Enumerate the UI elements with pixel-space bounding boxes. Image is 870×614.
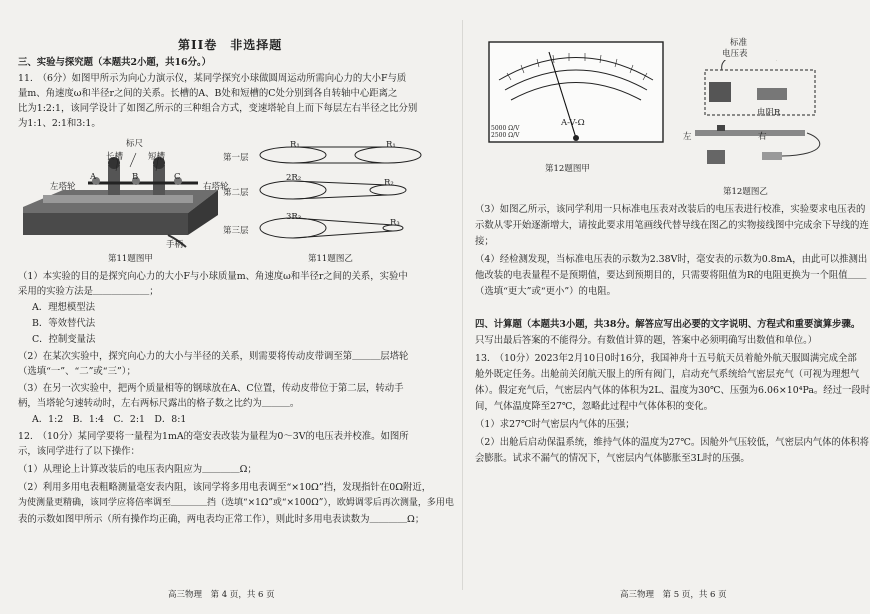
radius-label-4: R₂ — [384, 178, 394, 188]
radius-label-1: R₁ — [290, 140, 300, 150]
figure-11-a — [18, 135, 233, 250]
q11-part2-line2: （选填“一”、“二”或“三”）； — [18, 366, 136, 377]
meter-scale-label: A-V-Ω — [561, 118, 585, 128]
q11-part1-line1: （1）本实验的目的是探究向心力的大小F与小球质量m、角速度ω和半径r之间的关系，实验中 — [18, 271, 408, 282]
label-standard: 标准 — [730, 38, 748, 48]
section-4-note: 只写出最后答案的不能得分。有数值计算的题，答案中必须明确写出数值和单位。） — [475, 335, 818, 346]
q12-part2-line2: 为使测量更精确，该同学应将倍率调至＿＿＿＿挡（选填“×1Ω”或“×100Ω”），欧姆调零后再次测量，多用电 — [18, 498, 454, 508]
section-3-heading: 三、实验与探究题（本题共2小题，共16分。） — [18, 57, 212, 68]
label-point-c: C — [174, 172, 181, 182]
q12-part4-line1: （4）经检测发现，当标准电压表的示数为2.38V时，毫安表的示数为0.8mA，由此可以推测出 — [475, 254, 868, 265]
radius-label-6: R₃ — [390, 218, 400, 228]
meter-note-1: 5000 Ω/V — [491, 125, 520, 132]
option-c: C．控制变量法 — [32, 334, 96, 345]
q11-text-3: 比为1:2:1，该同学设计了如图乙所示的三种组合方式，变速塔轮自上而下每层左右半径之比分别 — [18, 103, 418, 114]
q13-text-3: 体）。假定充气后，气密层内气体的体积为2L、温度为30℃、压强为6.06×10⁴Pa。经过一段时 — [475, 385, 870, 396]
label-right-tower: 右塔轮 — [203, 182, 229, 192]
column-divider — [462, 20, 463, 590]
figure-11-b-caption: 第11题图乙 — [308, 254, 353, 264]
figure-12-b-caption: 第12题图乙 — [723, 187, 768, 197]
meter-note-2: 2500 Ω/V — [491, 132, 520, 139]
q11-text-2: 量m、角速度ω和半径r之间的关系。长槽的A、B处和短槽的C处分别到各自转轴中心距离之 — [18, 88, 398, 99]
q13-part2-line1: （2）出舱后启动保温系统，维持气体的温度为27℃。因舱外气压较低，气密层内气体的体积将 — [475, 437, 870, 448]
label-ruler: 标尺 — [126, 139, 144, 149]
label-long-groove: 长槽 — [106, 152, 124, 162]
page-title: 第II卷 非选择题 — [178, 38, 283, 52]
q12-part3-line1: （3）如图乙所示，该同学利用一只标准电压表对改装后的电压表进行校准，实验要求电压表的 — [475, 204, 866, 215]
q11-part3-options: A．1:2 B．1:4 C．2:1 D．8:1 — [32, 414, 187, 425]
q12-part3-line2: 示数从零开始逐渐增大，请按此要求用笔画线代替导线在图乙的实物接线图中完成余下导线的连 — [475, 220, 869, 231]
layer-1-label: 第一层 — [223, 153, 249, 163]
left-column — [18, 0, 454, 614]
q11-part1-line2: 采用的实验方法是＿＿＿＿＿＿； — [18, 286, 159, 297]
label-point-a: A — [90, 172, 97, 182]
q13-part2-line2: 会膨胀。试求不漏气的情况下，气密层内气体膨胀至3L时的压强。 — [475, 453, 750, 464]
figure-11-b — [258, 140, 428, 245]
q12-part2-line3: 表的示数如图甲所示（所有操作均正确，两电表均正常工作），则此时多用电表读数为＿＿＿＿Ω； — [18, 514, 425, 525]
q12-part3-line3: 接； — [475, 236, 494, 247]
section-4-heading: 四、计算题（本题共3小题，共38分。解答应写出必要的文字说明、方程式和重要演算步骤。 — [475, 319, 861, 330]
label-voltmeter: 电压表 — [722, 49, 748, 59]
label-short-groove: 短槽 — [148, 152, 166, 162]
q11-part2-line1: （2）在某次实验中，探究向心力的大小与半径的关系，则需要将传动皮带调至第＿＿＿层塔轮 — [18, 351, 409, 362]
q12-text-2: 示，该同学进行了以下操作： — [18, 446, 140, 457]
figure-11-a-caption: 第11题图甲 — [108, 254, 153, 264]
layer-2-label: 第二层 — [223, 188, 249, 198]
q13-part1: （1）求27℃时气密层内气体的压强； — [475, 419, 635, 430]
label-left-tower: 左塔轮 — [50, 182, 76, 192]
q13-text-4: 间，气体温度降至27℃，忽略此过程中气体体积的变化。 — [475, 401, 714, 412]
q13-text-1: 13. （10分）2023年2月10日0时16分，我国神舟十五号航天员着舱外航天服圆满完成全部 — [475, 353, 857, 364]
q11-part3-line1: （3）在另一次实验中，把两个质量相等的钢球放在A、C位置，传动皮带位于第二层，转动手 — [18, 383, 404, 394]
q12-part4-line3: （选填“更大”或“更小”）的电阻。 — [475, 286, 617, 297]
option-a: A．理想模型法 — [32, 302, 96, 313]
label-point-b: B — [132, 172, 139, 182]
q12-part4-line2: 他改装的电表量程不是预期值，要达到预期目的，只需要将阻值为R的电阻更换为一个阻值＿＿ — [475, 270, 867, 281]
q13-text-2: 舱外既定任务。出舱前关闭航天服上的所有阀门，启动充气系统给气密层充气（可视为理想气 — [475, 369, 860, 380]
radius-label-3: 2R₂ — [286, 173, 302, 183]
label-right: 右 — [758, 132, 767, 142]
figure-12-b-circuit — [687, 60, 837, 180]
q11-text-1: 11. （6分）如图甲所示为向心力演示仪，某同学探究小球做圆周运动所需向心力的大小F与质 — [18, 73, 407, 84]
right-column — [475, 0, 870, 614]
q12-part1: （1）从理论上计算改装后的电压表内阻应为＿＿＿＿Ω； — [18, 464, 257, 475]
radius-label-2: R₁ — [386, 140, 396, 150]
q11-text-4: 为1:1、2:1和3:1。 — [18, 118, 101, 129]
q12-part2-line1: （2）利用多用电表粗略测量毫安表内阻，该同学将多用电表调至“×10Ω”挡，发现指针在0Ω附近， — [18, 482, 432, 493]
q12-text-1: 12. （10分）某同学要将一量程为1mA的毫安表改装为量程为0～3V的电压表并校准。如图所 — [18, 431, 409, 442]
footer-page-4: 高三物理 第 4 页，共 6 页 — [168, 590, 275, 600]
footer-page-5: 高三物理 第 5 页，共 6 页 — [620, 590, 727, 600]
figure-12-a-caption: 第12题图甲 — [545, 164, 590, 174]
option-b: B．等效替代法 — [32, 318, 96, 329]
label-resistor-r: 电阻R — [757, 108, 781, 118]
q11-part3-line2: 柄，当塔轮匀速转动时，左右两标尺露出的格子数之比约为＿＿＿。 — [18, 398, 300, 409]
label-handle: 手柄 — [166, 240, 184, 250]
label-left: 左 — [683, 132, 692, 142]
radius-label-5: 3R₃ — [286, 212, 302, 222]
layer-3-label: 第三层 — [223, 226, 249, 236]
